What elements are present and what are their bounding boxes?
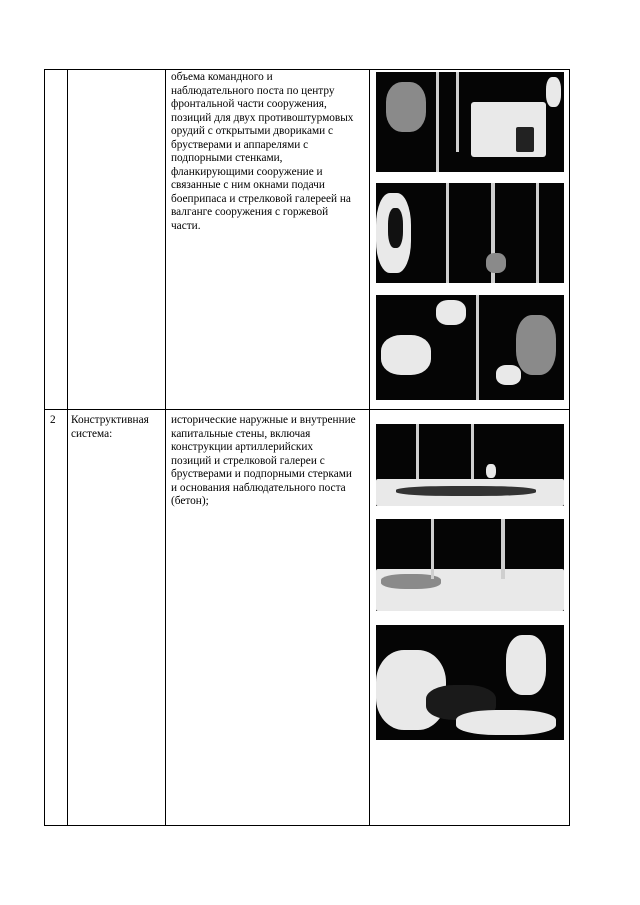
desc-line: боеприпаса и стрелковой галереей на — [171, 192, 351, 205]
desc-line: брустверами и аппарелями с — [171, 138, 309, 151]
name-line: Конструктивная — [71, 414, 149, 426]
col-border-left — [44, 69, 45, 826]
desc-line: позиций и стрелковой галереи с — [171, 454, 325, 467]
desc-line: подпорными стенками, — [171, 152, 283, 164]
photo-bunker-entrance — [376, 72, 564, 172]
table-bottom-border — [44, 825, 570, 826]
col-border-2 — [165, 69, 166, 826]
desc-line: брустверами и подпорными стерками — [171, 468, 352, 480]
desc-line: конструкции артиллерийских — [171, 441, 314, 453]
col-border-3 — [369, 69, 370, 826]
desc-line: исторические наружные и внутренние — [171, 414, 356, 426]
desc-line: фронтальной части сооружения, — [171, 98, 327, 110]
desc-line: объема командного и — [171, 71, 273, 83]
col-border-1 — [67, 69, 68, 826]
desc-line: позиций для двух противоштурмовых — [171, 111, 354, 124]
desc-line: наблюдательного поста по центру — [171, 84, 335, 97]
photo-forest-trees — [376, 183, 564, 283]
photo-gun-position — [376, 625, 564, 740]
name-line: система: — [71, 427, 113, 440]
photo-parapet-wall — [376, 424, 564, 506]
col-border-right — [569, 69, 570, 826]
row-2-name — [71, 414, 163, 441]
photo-overgrown-ruins — [376, 295, 564, 400]
row-2-number: 2 — [50, 414, 56, 426]
row-2-description — [171, 414, 365, 509]
desc-line: части. — [171, 219, 201, 232]
object-table — [44, 69, 570, 826]
photo-concrete-ground — [376, 519, 564, 611]
table-top-border — [44, 69, 570, 70]
desc-line: орудий с открытыми двориками с — [171, 125, 334, 137]
row-1-description — [171, 71, 365, 233]
desc-line: фланкирующими сооружение и — [171, 165, 323, 178]
desc-line: капитальные стены, включая — [171, 427, 311, 440]
row-divider — [44, 409, 570, 410]
desc-line: валганге сооружения с горжевой — [171, 206, 329, 218]
desc-line: (бетон); — [171, 495, 209, 507]
desc-line: связанные с ним окнами подачи — [171, 179, 325, 191]
desc-line: и основания наблюдательного поста — [171, 481, 346, 494]
